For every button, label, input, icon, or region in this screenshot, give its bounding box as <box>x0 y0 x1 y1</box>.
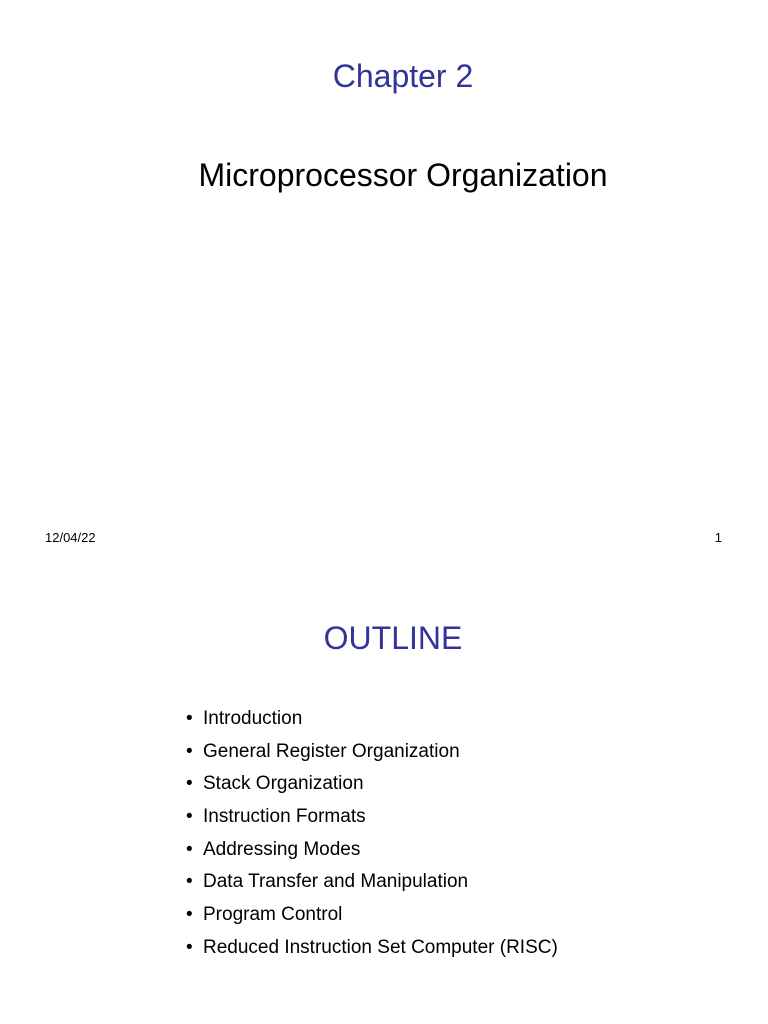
list-item <box>186 739 558 772</box>
footer-date: 12/04/22 <box>45 530 96 545</box>
list-item-label: Instruction Formats <box>203 806 366 828</box>
bullet: • <box>186 871 193 893</box>
list-item <box>186 869 558 902</box>
bullet: • <box>186 773 193 795</box>
list-item-label: Introduction <box>203 708 303 729</box>
list-item <box>186 771 558 804</box>
list-item-label: Addressing Modes <box>203 838 361 860</box>
list-item-label: General Register Organization <box>203 740 460 762</box>
outline-title: OUTLINE <box>323 620 463 656</box>
bullet: • <box>186 904 193 926</box>
list-item-label: Stack Organization <box>203 773 364 795</box>
list-item <box>186 837 558 870</box>
bullet: • <box>186 838 193 860</box>
list-item-label: Program Control <box>203 904 343 926</box>
list-item <box>186 706 558 739</box>
list-item-label: Reduced Instruction Set Computer (RISC) <box>203 936 558 958</box>
bullet: • <box>186 806 193 828</box>
bullet: • <box>186 936 193 958</box>
chapter-title: Chapter 2 <box>332 58 474 94</box>
bullet: • <box>186 708 193 729</box>
bullet: • <box>186 740 193 762</box>
outline-list <box>186 706 558 968</box>
list-item <box>186 935 558 968</box>
list-item <box>186 804 558 837</box>
list-item-label: Data Transfer and Manipulation <box>203 871 469 893</box>
list-item <box>186 902 558 935</box>
footer-page-number: 1 <box>714 530 722 545</box>
chapter-subtitle: Microprocessor Organization <box>198 157 608 193</box>
slide-2 <box>0 570 768 1024</box>
